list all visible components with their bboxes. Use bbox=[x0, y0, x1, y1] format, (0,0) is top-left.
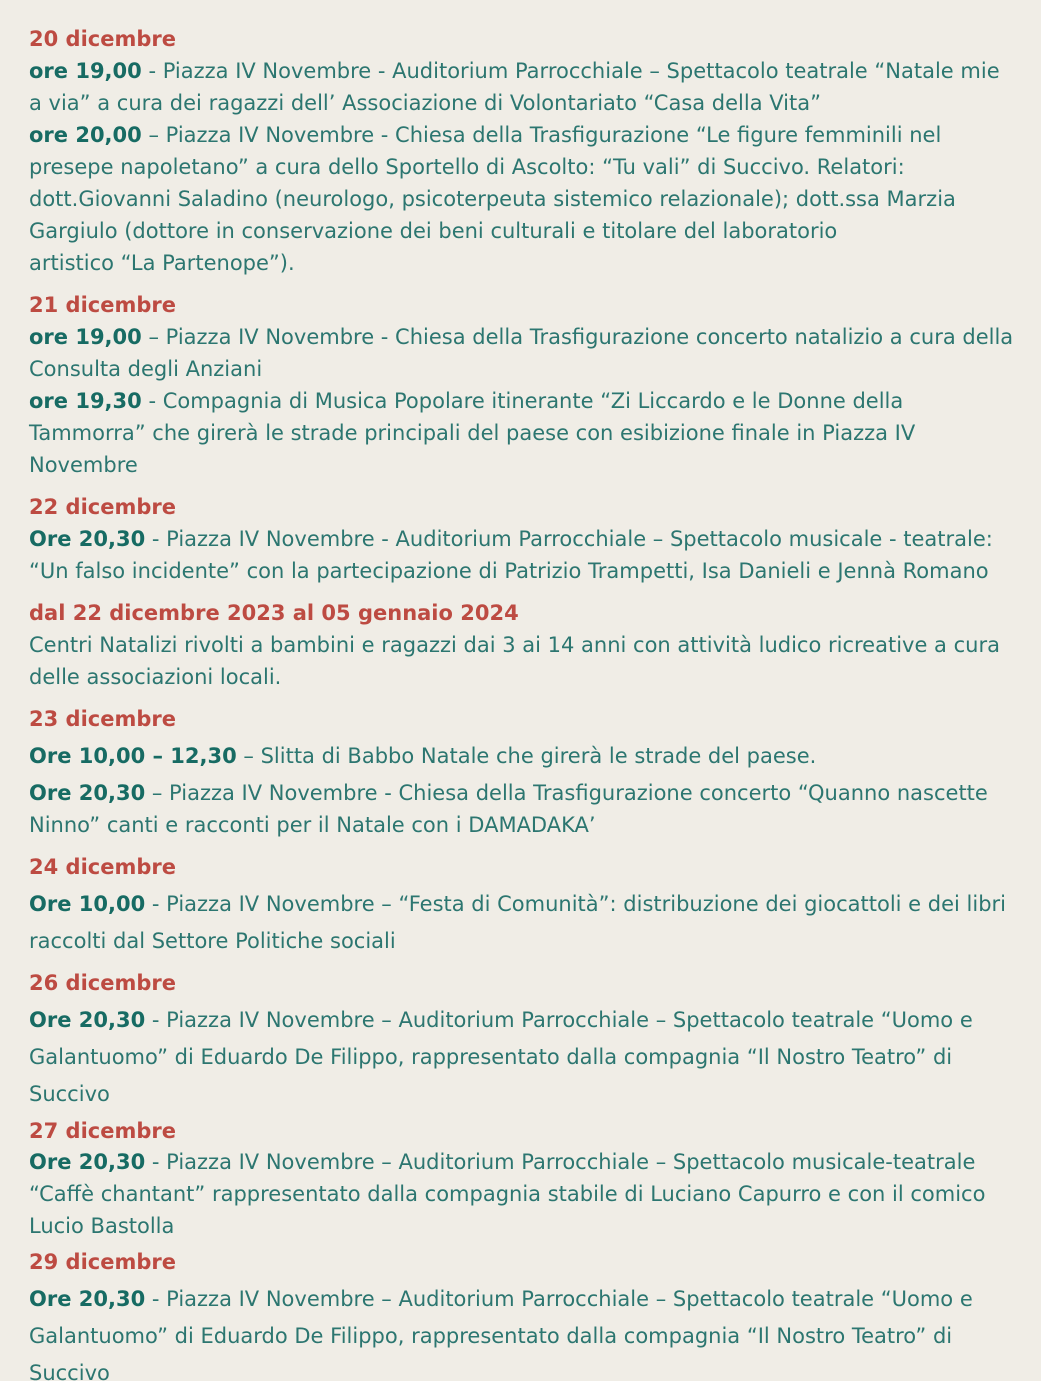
event-description: Galantuomo” di Eduardo De Filippo, rappresentato dalla compagnia “Il Nostro Teatro” di bbox=[29, 1045, 953, 1069]
event-line bbox=[29, 1211, 174, 1241]
event-description: delle associazioni locali. bbox=[29, 665, 282, 689]
event-description: Galantuomo” di Eduardo De Filippo, rappresentato dalla compagnia “Il Nostro Teatro” di bbox=[29, 1324, 953, 1348]
event-description: - Compagnia di Musica Popolare itinerante “Zi Liccardo e le Donne della bbox=[141, 389, 904, 413]
event-line bbox=[29, 524, 993, 554]
event-time: Ore 10,00 – 12,30 bbox=[29, 744, 237, 768]
event-time: Ore 10,00 bbox=[29, 892, 146, 916]
day-date: 26 dicembre bbox=[29, 971, 176, 995]
event-line bbox=[29, 662, 281, 692]
event-line bbox=[29, 248, 295, 278]
event-line bbox=[29, 741, 816, 771]
event-description: Centri Natalizi rivolti a bambini e ragazzi dai 3 ai 14 anni con attività ludico ricreative a cura bbox=[29, 633, 1000, 657]
event-line bbox=[29, 88, 821, 118]
event-description: - Piazza IV Novembre – “Festa di Comunità”: distribuzione dei giocattoli e dei libri bbox=[145, 892, 1007, 916]
event-line bbox=[29, 354, 262, 384]
event-line bbox=[29, 889, 1006, 919]
event-description: artistico “La Partenope”). bbox=[29, 251, 295, 275]
day-date: 22 dicembre bbox=[29, 495, 176, 519]
event-line bbox=[29, 418, 915, 448]
event-line bbox=[29, 926, 396, 956]
event-description: - Piazza IV Novembre – Auditorium Parrocchiale – Spettacolo teatrale “Uomo e bbox=[145, 1008, 973, 1032]
event-description: “Un falso incidente” con la partecipazione di Patrizio Trampetti, Isa Danieli e Jennà Romano bbox=[29, 559, 989, 583]
event-description: presepe napoletano” a cura dello Sportello di Ascolto: “Tu vali” di Succivo. Relatori: bbox=[29, 155, 905, 179]
event-description: – Piazza IV Novembre - Chiesa della Trasfigurazione concerto “Quanno nascette bbox=[145, 781, 988, 805]
event-line bbox=[29, 778, 988, 808]
event-line bbox=[29, 184, 956, 214]
event-line bbox=[29, 1284, 973, 1314]
event-description: Succivo bbox=[29, 1361, 110, 1381]
event-description: - Piazza IV Novembre – Auditorium Parrocchiale – Spettacolo musicale-teatrale bbox=[145, 1150, 976, 1174]
event-time: Ore 20,30 bbox=[29, 1150, 146, 1174]
event-line bbox=[29, 56, 1000, 86]
event-time: ore 20,00 bbox=[29, 123, 142, 147]
event-description: Succivo bbox=[29, 1082, 110, 1106]
event-line bbox=[29, 216, 837, 246]
event-time: Ore 20,30 bbox=[29, 781, 146, 805]
event-description: Novembre bbox=[29, 453, 138, 477]
day-date: 29 dicembre bbox=[29, 1250, 176, 1274]
day-date: 27 dicembre bbox=[29, 1119, 176, 1143]
event-description: Tammorra” che girerà le strade principali del paese con esibizione finale in Piazza IV bbox=[29, 421, 916, 445]
event-description: “Caffè chantant” rappresentato dalla compagnia stabile di Luciano Capurro e con il comico bbox=[29, 1182, 986, 1206]
event-line bbox=[29, 630, 1000, 660]
event-time: ore 19,30 bbox=[29, 389, 142, 413]
event-line bbox=[29, 450, 138, 480]
event-line bbox=[29, 1042, 952, 1072]
day-date: 20 dicembre bbox=[29, 27, 176, 51]
event-description: – Piazza IV Novembre - Chiesa della Trasfigurazione concerto natalizio a cura della bbox=[141, 325, 1014, 349]
event-description: Gargiulo (dottore in conservazione dei beni culturali e titolare del laboratorio bbox=[29, 219, 838, 243]
event-line bbox=[29, 1179, 985, 1209]
event-description: - Piazza IV Novembre - Auditorium Parrocchiale – Spettacolo teatrale “Natale mie bbox=[141, 59, 1000, 83]
day-date: 23 dicembre bbox=[29, 707, 176, 731]
event-description: dott.Giovanni Saladino (neurologo, psicoterpeuta sistemico relazionale); dott.ssa Marzia bbox=[29, 187, 956, 211]
event-description: Consulta degli Anziani bbox=[29, 357, 263, 381]
event-line bbox=[29, 1147, 975, 1177]
event-line bbox=[29, 810, 596, 840]
event-description: – Slitta di Babbo Natale che girerà le strade del paese. bbox=[236, 744, 817, 768]
day-date: dal 22 dicembre 2023 al 05 gennaio 2024 bbox=[29, 601, 519, 625]
event-line bbox=[29, 386, 903, 416]
event-line bbox=[29, 1321, 952, 1351]
event-description: - Piazza IV Novembre - Auditorium Parrocchiale – Spettacolo musicale - teatrale: bbox=[145, 527, 993, 551]
event-line bbox=[29, 120, 941, 150]
event-line bbox=[29, 1005, 973, 1035]
event-line bbox=[29, 556, 989, 586]
event-line bbox=[29, 152, 905, 182]
event-line bbox=[29, 1358, 110, 1381]
event-time: Ore 20,30 bbox=[29, 1287, 146, 1311]
event-description: raccolti dal Settore Politiche sociali bbox=[29, 929, 396, 953]
day-date: 21 dicembre bbox=[29, 293, 176, 317]
event-time: ore 19,00 bbox=[29, 325, 142, 349]
event-description: a via” a cura dei ragazzi dell’ Associazione di Volontariato “Casa della Vita” bbox=[29, 91, 821, 115]
event-description: Lucio Bastolla bbox=[29, 1214, 175, 1238]
event-time: Ore 20,30 bbox=[29, 1008, 146, 1032]
event-description: – Piazza IV Novembre - Chiesa della Trasfigurazione “Le figure femminili nel bbox=[141, 123, 942, 147]
day-date: 24 dicembre bbox=[29, 855, 176, 879]
event-description: - Piazza IV Novembre – Auditorium Parrocchiale – Spettacolo teatrale “Uomo e bbox=[145, 1287, 973, 1311]
event-time: ore 19,00 bbox=[29, 59, 142, 83]
event-line bbox=[29, 1079, 110, 1109]
event-line bbox=[29, 322, 1013, 352]
event-time: Ore 20,30 bbox=[29, 527, 146, 551]
event-description: Ninno” canti e racconti per il Natale con i DAMADAKA’ bbox=[29, 813, 596, 837]
